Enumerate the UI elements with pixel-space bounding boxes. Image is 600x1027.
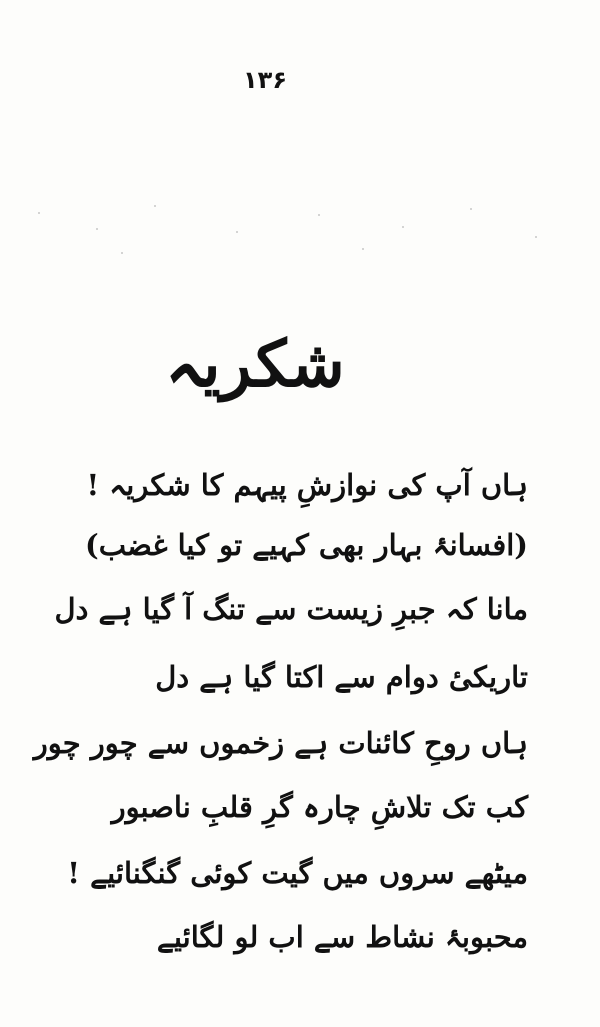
poem-line-2: (افسانۂ بہار بھی کہیے تو کیا غضب) [84, 528, 528, 562]
poem-line-5: ہاں روحِ کائنات ہے زخموں سے چور چور [33, 726, 528, 760]
paper-speck [38, 212, 40, 214]
paper-speck [402, 226, 404, 228]
paper-speck [318, 214, 320, 216]
paper-speck [236, 231, 238, 233]
page-number: ۱۳۶ [243, 66, 287, 94]
poem-line-7: میٹھے سروں میں گیت کوئی گنگنائیے ! [67, 856, 528, 890]
poem-line-6: کب تک تلاشِ چارہ گرِ قلبِ ناصبور [111, 790, 528, 824]
poem-line-8: محبوبۂ نشاط سے اب لو لگائیے [156, 920, 528, 954]
poem-line-4: تاریکیٔ دوام سے اکتا گیا ہے دل [155, 660, 528, 694]
poem-line-1: ہاں آپ کی نوازشِ پیہم کا شکریہ ! [86, 468, 528, 502]
paper-speck [535, 236, 537, 238]
poem-line-3: مانا کہ جبرِ زیست سے تنگ آ گیا ہے دل [54, 592, 528, 626]
paper-speck [470, 208, 472, 210]
paper-speck [362, 248, 364, 250]
paper-speck [154, 205, 156, 207]
paper-speck [96, 228, 98, 230]
paper-speck [121, 252, 123, 254]
poem-title: شکریہ [165, 327, 345, 402]
